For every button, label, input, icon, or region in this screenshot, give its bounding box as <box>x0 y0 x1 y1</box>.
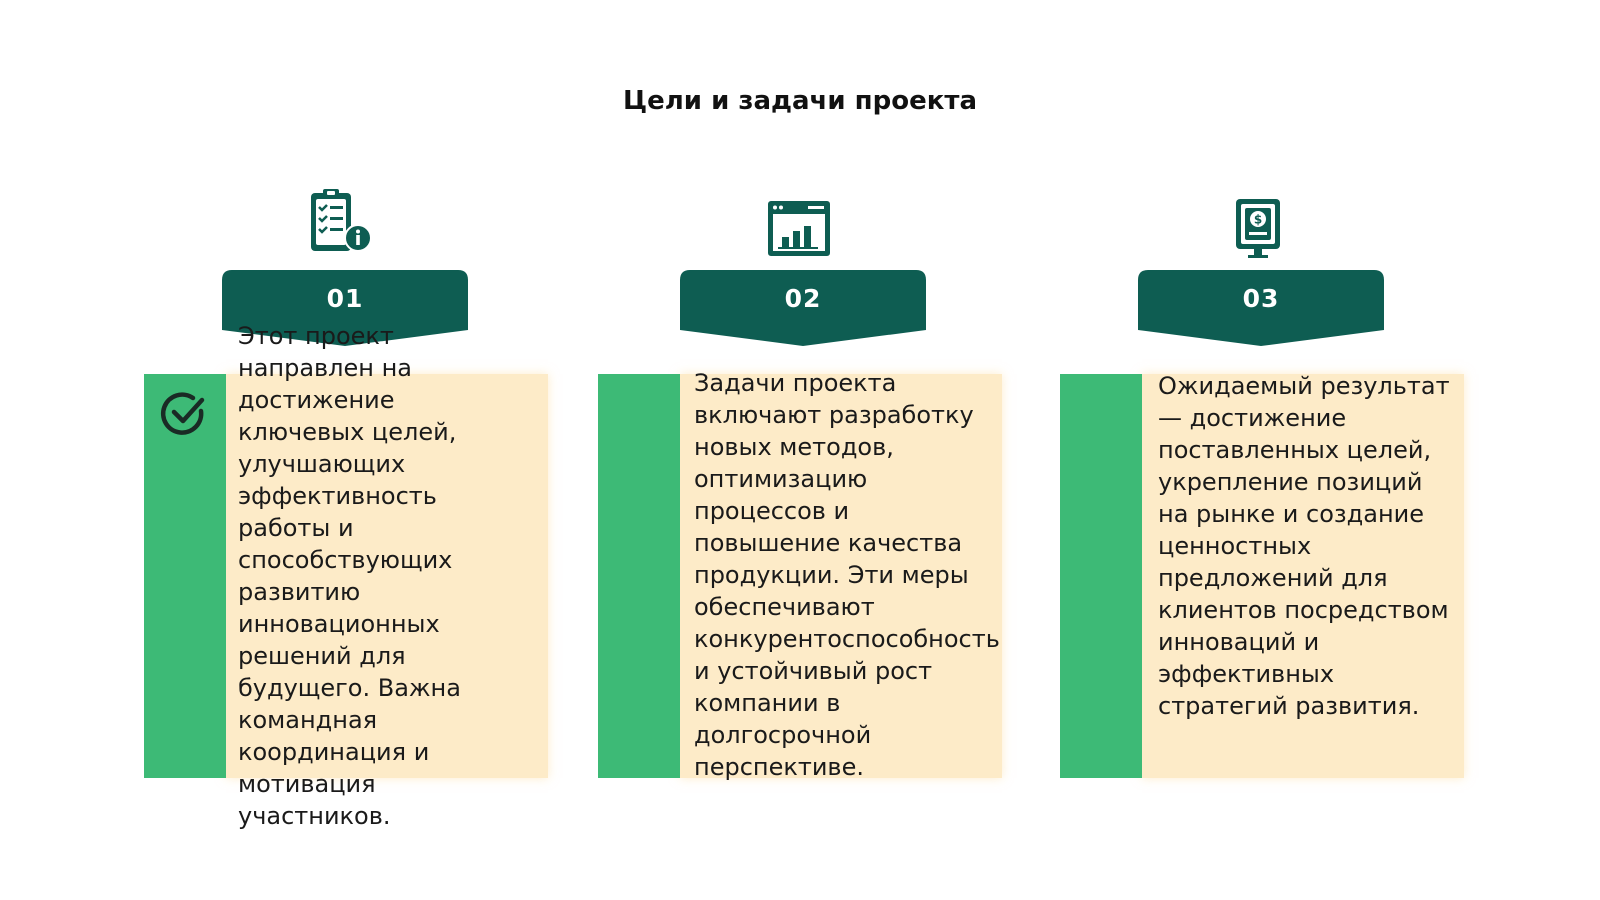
step-number: 03 <box>1242 284 1280 313</box>
card-accent-bar <box>1060 374 1142 778</box>
clipboard-info-icon <box>308 188 378 258</box>
check-circle-icon <box>160 390 208 438</box>
slide-title: Цели и задачи проекта <box>623 86 977 116</box>
step-badge-03 <box>1138 270 1384 348</box>
step-number: 02 <box>784 284 822 313</box>
step-number: 01 <box>326 284 364 313</box>
card-accent-bar <box>598 374 680 778</box>
bar-chart-window-icon <box>766 196 836 266</box>
dollar-monitor-icon <box>1226 194 1296 264</box>
svg-text:$: $ <box>1253 212 1263 227</box>
card-text: Этот проект направлен на достижение ключевых целей, улучшающих эффективность работы и способствующих развитию инновационных решений для будущего. Важна командная координация и мотивация участников. <box>238 322 461 830</box>
step-badge-02 <box>680 270 926 348</box>
card-text: Задачи проекта включают разработку новых методов, оптимизацию процессов и повышение качества продукции. Эти меры обеспечивают конкурентоспособность и устойчивый рост компании в долгосрочной перспективе. <box>694 369 1000 781</box>
card-text: Ожидаемый результат — достижение поставленных целей, укрепление позиций на рынке и создание ценностных предложений для клиентов посредством инноваций и эффективных стратегий развития. <box>1158 372 1450 720</box>
